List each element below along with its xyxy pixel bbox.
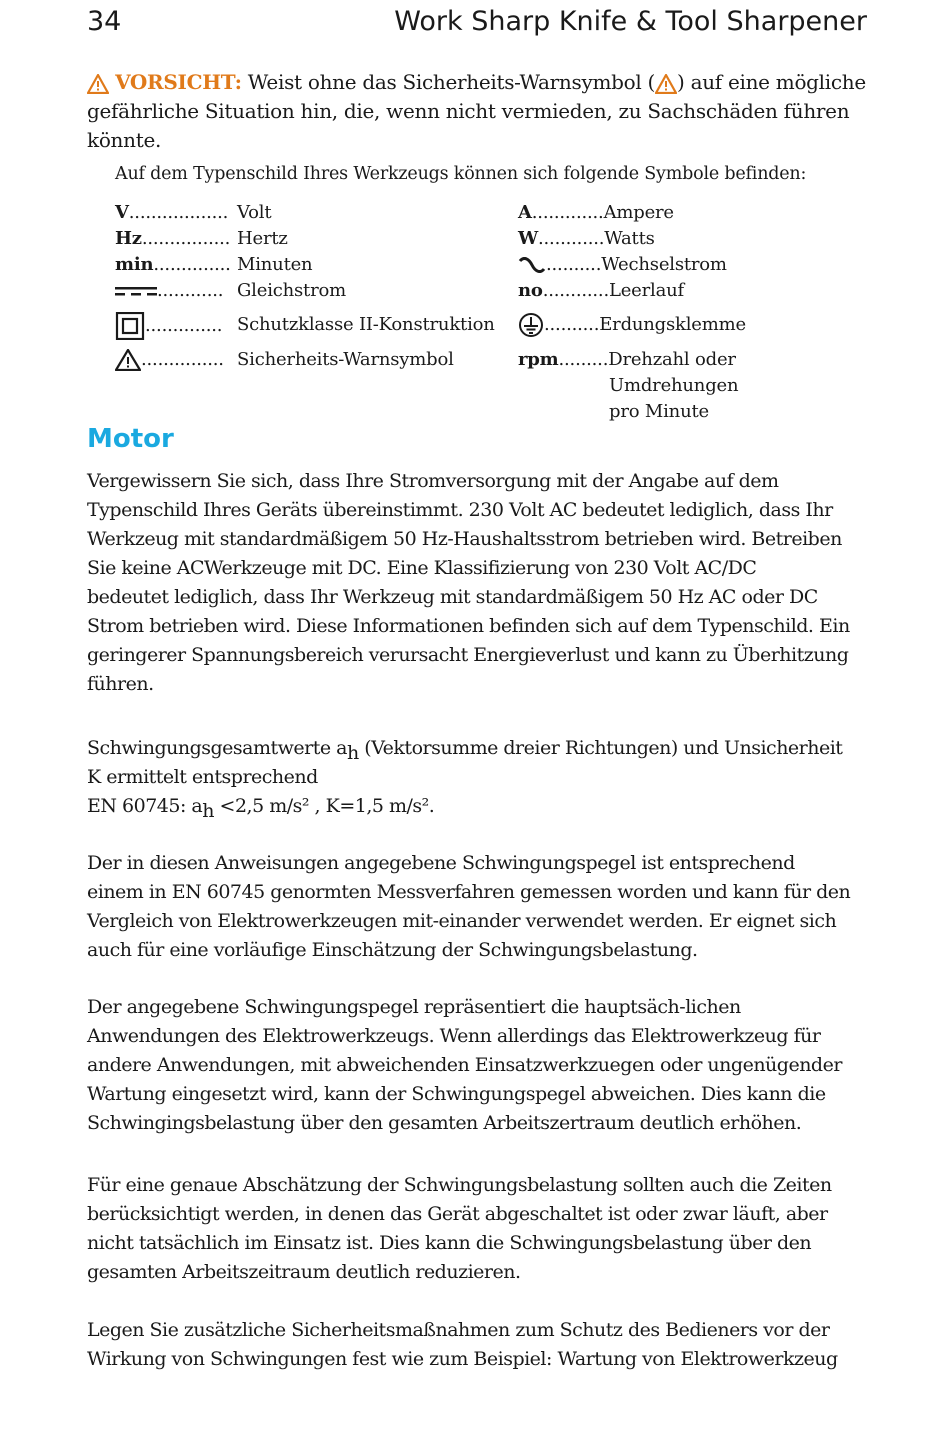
symbol-meaning: Erdungsklemme [599,314,746,335]
leader-dots: ......... [558,349,609,370]
leader-dots: .............. [145,315,223,336]
text-line [87,792,867,821]
text-line: Typenschild Ihres Geräts übereinstimmt. 230 Volt AC bedeutet lediglich, dass Ihr [87,499,833,521]
text-line: Anwendungen des Elektrowerkzeugs. Wenn allerdings das Elektrowerkzeug für [87,1025,821,1047]
symbol-meaning: Sicherheits-Warnsymbol [237,349,454,370]
symbol-row [115,200,272,226]
dc-current-icon [115,280,157,301]
text-line: Vergewissern Sie sich, dass Ihre Stromversorgung mit der Angabe auf dem [87,470,779,492]
paragraph-vibration-applications [87,993,867,1138]
symbol-row [115,312,495,340]
leader-dots: ............ [538,228,605,249]
symbol-meaning: Leerlauf [608,280,684,301]
text-segment: (Vektorsumme dreier Richtungen) und Unsicherheit [358,737,843,759]
text-line: führen. [87,673,154,695]
leader-dots: ................ [141,228,231,249]
text-line: Sie keine ACWerkzeuge mit DC. Eine Klassifizierung von 230 Volt AC/DC [87,557,757,579]
symbol-meaning: Minuten [237,254,313,275]
ac-current-icon [518,254,546,275]
caution-notice [87,68,867,155]
subscript: h [202,800,214,822]
text-line: Vergleich von Elektrowerkzeugen mit-einander verwendet werden. Er eignet sich [87,910,837,932]
symbol-meaning: Schutzklasse II-Konstruktion [237,314,495,335]
symbol-meaning: Ampere [603,202,674,223]
symbol-meaning: Drehzahl oder [608,349,736,370]
text-line: Für eine genaue Abschätzung der Schwingungsbelastung sollten auch die Zeiten [87,1174,832,1196]
symbol-row [518,312,746,338]
leader-dots: .............. [153,254,231,275]
leader-dots: ............... [141,349,224,370]
text-line: Der in diesen Anweisungen angegebene Schwingungspegel ist entsprechend [87,852,795,874]
text-line: einem in EN 60745 genormten Messverfahren gemessen worden und kann für den [87,881,851,903]
paragraph-safety-measures [87,1316,867,1374]
symbol-row [518,278,684,304]
text-segment: <2,5 m/s² , K=1,5 m/s². [214,795,435,817]
text-line: Der angegebene Schwingungspegel repräsentiert die hauptsäch-lichen [87,996,741,1018]
symbol-meaning-continued: pro Minute [609,401,709,422]
symbol-code: rpm [518,349,559,370]
text-line: geringerer Spannungsbereich verursacht Energieverlust und kann zu Überhitzung [87,644,849,666]
caution-text-after: ) auf eine mögliche gefährliche Situation hin, die, wenn nicht vermieden, zu Sachschäden führen könnte. [87,70,866,152]
symbol-meaning: Wechselstrom [601,254,727,275]
leader-dots: ............ [157,280,224,301]
text-line: Wartung eingesetzt wird, kann der Schwingungspegel abweichen. Dies kann die [87,1083,826,1105]
caution-text-before: Weist ohne das Sicherheits-Warnsymbol ( [241,70,656,94]
symbol-row [518,226,655,252]
text-line: Strom betrieben wird. Diese Informationen befinden sich auf dem Typenschild. Ein [87,615,850,637]
symbol-row [518,347,736,373]
warning-icon [87,70,115,94]
leader-dots: .................. [128,202,229,223]
section-heading: Motor [87,424,174,454]
paragraph-power-supply [87,467,867,699]
symbol-meaning: Hertz [237,228,288,249]
page-number: 34 [87,6,122,37]
text-line: berücksichtigt werden, in denen das Gerät abgeschaltet ist oder zwar läuft, aber [87,1203,828,1225]
text-line: gesamten Arbeitszeitraum deutlich reduzieren. [87,1261,521,1283]
subscript: h [347,742,359,764]
warning-icon [115,349,141,370]
text-line: K ermittelt entsprechend [87,766,318,788]
symbol-row [518,200,674,226]
leader-dots: .......... [544,314,600,335]
symbol-row [115,252,313,278]
symbol-meaning: Watts [604,228,655,249]
symbol-code: A [518,202,532,223]
symbol-row [115,278,346,304]
symbol-row [115,226,288,252]
symbol-row [518,252,727,278]
symbol-meaning: Gleichstrom [237,280,346,301]
text-line: Werkzeug mit standardmäßigem 50 Hz-Haushaltsstrom betrieben wird. Betreiben [87,528,842,550]
page-header [87,6,867,46]
symbol-code: V [115,202,129,223]
symbol-meaning: Volt [237,202,272,223]
symbol-code: no [518,280,543,301]
caution-label: VORSICHT: [115,70,242,94]
paragraph-vibration-values [87,734,867,821]
text-line: Wirkung von Schwingungen fest wie zum Beispiel: Wartung von Elektrowerkzeug [87,1348,838,1370]
warning-icon [655,70,677,94]
text-segment: Schwingungsgesamtwerte a [87,737,347,759]
paragraph-vibration-level [87,849,867,965]
symbol-row [115,347,454,373]
earth-terminal-icon [518,314,544,335]
text-segment: EN 60745: a [87,795,203,817]
page-title: Work Sharp Knife & Tool Sharpener [394,6,867,37]
leader-dots: .......... [546,254,602,275]
text-line: andere Anwendungen, mit abweichenden Einsatzwerkzuegen oder ungenügender [87,1054,842,1076]
text-line: auch für eine vorläufige Einschätzung der Schwingungsbelastung. [87,939,698,961]
text-line: Legen Sie zusätzliche Sicherheitsmaßnahmen zum Schutz des Bedieners vor der [87,1319,830,1341]
text-line [87,734,867,763]
symbols-intro: Auf dem Typenschild Ihres Werkzeugs können sich folgende Symbole befinden: [115,164,807,184]
text-line: Schwingingsbelastung über den gesamten Arbeitszertraum deutlich erhöhen. [87,1112,802,1134]
paragraph-vibration-estimate [87,1171,867,1287]
symbol-code: min [115,254,154,275]
text-line: nicht tatsächlich im Einsatz ist. Dies kann die Schwingungsbelastung über den [87,1232,812,1254]
symbol-meaning-continued: Umdrehungen [609,375,739,396]
symbol-code: Hz [115,228,142,249]
symbol-code: W [518,228,539,249]
text-line: bedeutet lediglich, dass Ihr Werkzeug mit standardmäßigem 50 Hz AC oder DC [87,586,818,608]
class-ii-icon [115,315,145,336]
leader-dots: ............ [542,280,609,301]
leader-dots: ............. [531,202,604,223]
